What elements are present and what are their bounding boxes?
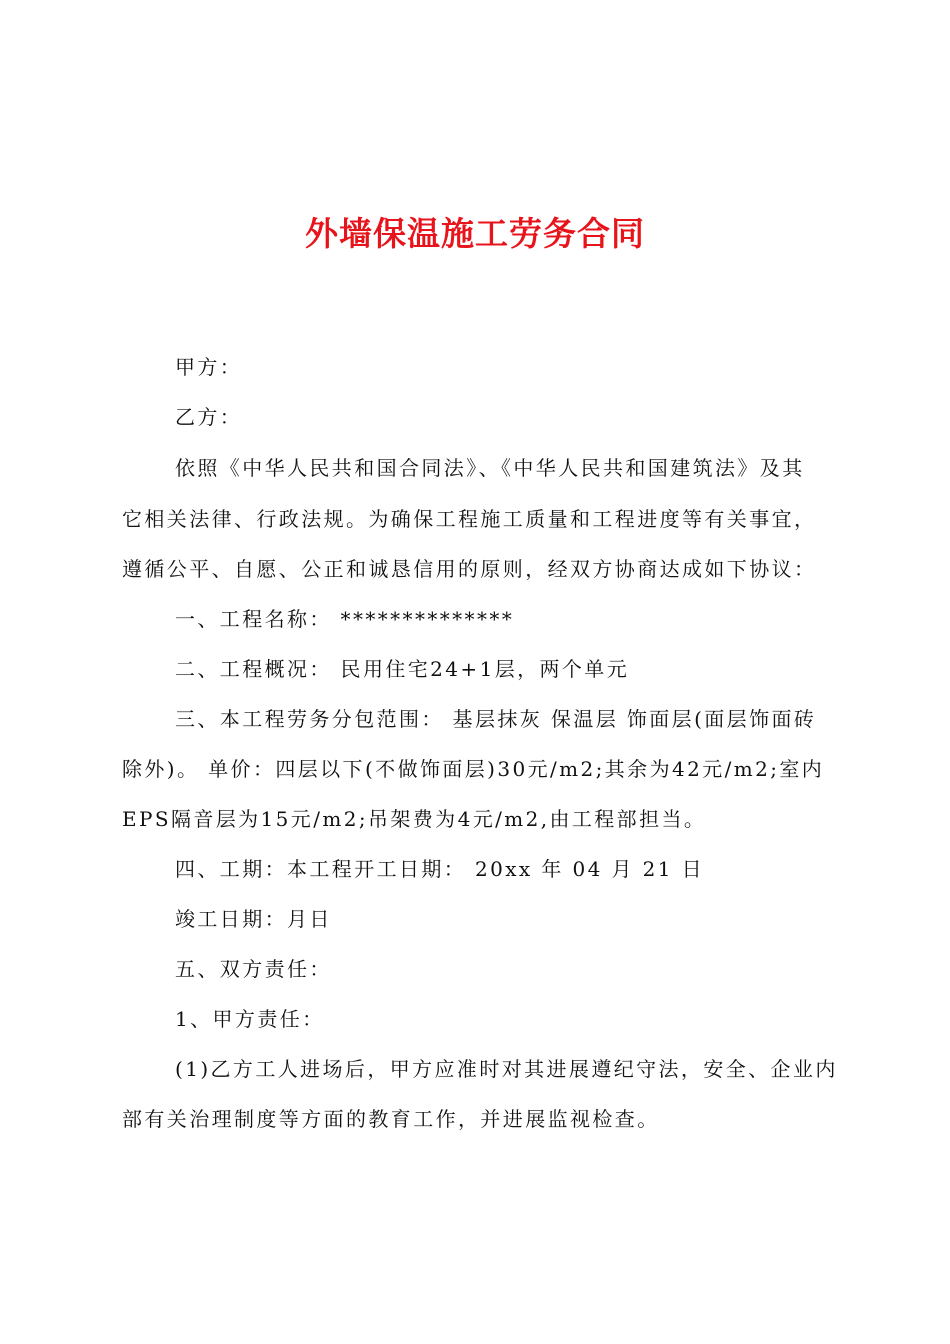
clause-scope-line-2: 除外)。 单价：四层以下(不做饰面层)30元/m2;其余为42元/m2;室内 <box>122 757 825 781</box>
clause-project-name: 一、工程名称： ************** <box>175 607 515 631</box>
preamble-line-2: 它相关法律、行政法规。为确保工程施工质量和工程进度等有关事宜， <box>122 507 817 531</box>
completion-date-line: 竣工日期：月日 <box>175 907 332 931</box>
responsibility-item-1-line-1: (1)乙方工人进场后，甲方应准时对其进展遵纪守法，安全、企业内 <box>175 1057 838 1081</box>
responsibility-item-1-line-2: 部有关治理制度等方面的教育工作，并进展监视检查。 <box>122 1107 660 1131</box>
clause-project-overview: 二、工程概况： 民用住宅24+1层，两个单元 <box>175 657 630 681</box>
document-title: 外墙保温施工劳务合同 <box>305 214 645 253</box>
party-a-responsibilities-heading: 1、甲方责任： <box>175 1007 325 1031</box>
clause-scope-line-1: 三、本工程劳务分包范围： 基层抹灰 保温层 饰面层(面层饰面砖 <box>175 707 817 731</box>
clause-schedule: 四、工期：本工程开工日期： 20xx 年 04 月 21 日 <box>175 857 705 881</box>
preamble-line-3: 遵循公平、自愿、公正和诚恳信用的原则，经双方协商达成如下协议： <box>122 557 817 581</box>
preamble-line-1: 依照《中华人民共和国合同法》、《中华人民共和国建筑法》及其 <box>175 456 805 480</box>
clause-responsibilities: 五、双方责任： <box>175 957 332 981</box>
party-a-line: 甲方： <box>175 355 243 379</box>
clause-scope-line-3: EPS隔音层为15元/m2;吊架费为4元/m2,由工程部担当。 <box>122 807 707 831</box>
party-b-line: 乙方： <box>175 405 243 429</box>
